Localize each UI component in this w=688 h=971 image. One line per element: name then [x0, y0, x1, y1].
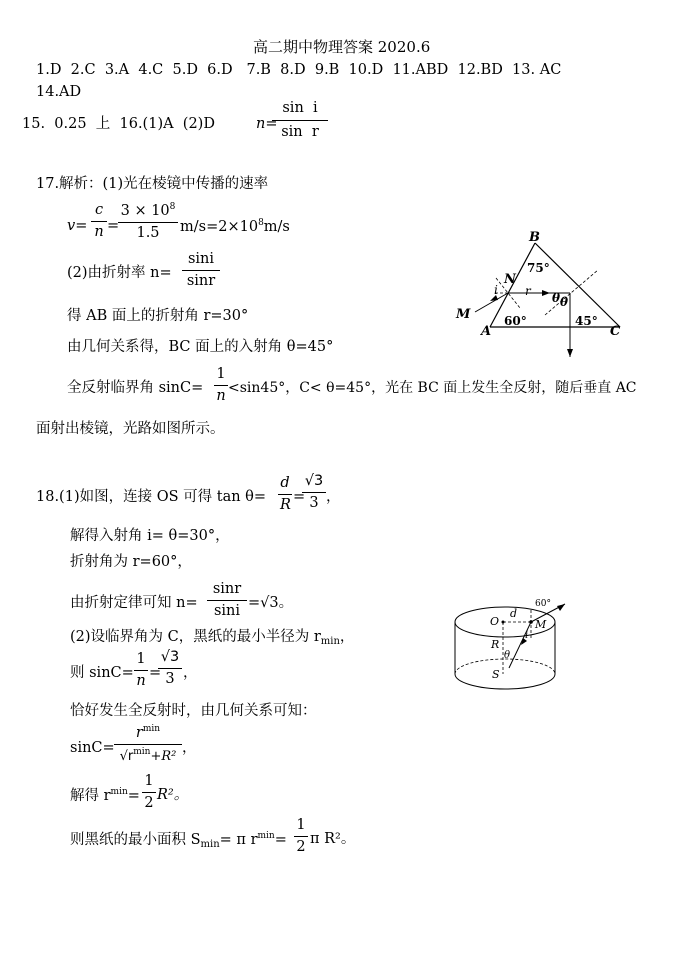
q17-v-frac2-num: $3 \times 10^8$ [120, 202, 176, 219]
q17-v-eq: = [107, 218, 120, 234]
q18-law-prefix: 由折射定律可知 n= [70, 595, 198, 611]
q18-law-suffix: =√3。 [248, 595, 294, 611]
q18-law-den: sini [207, 600, 247, 619]
q17-v-frac1-den: n [91, 221, 107, 240]
q18-sinc-frac1 [134, 652, 148, 688]
q18-part2: (2)设临界角为 C，黑纸的最小半径为 $r_{min}$， [70, 629, 355, 647]
choice-answers-line-2: 14.AD [36, 84, 82, 100]
q18-tan-frac2-num: √3 [304, 473, 324, 489]
q18-law-fraction [207, 582, 247, 618]
q18-sinc-frac1-num: 1 [136, 651, 146, 667]
q17-index-num: sini [187, 251, 215, 267]
q18-sinc2-prefix: sinC= [70, 740, 115, 756]
q18-sinc2-fraction [114, 725, 182, 763]
point-M-label: M [456, 307, 471, 322]
q17-geometry-line: 由几何关系得，BC 面上的入射角 θ=45° [67, 339, 334, 355]
q18-tan-frac1-den: R [278, 494, 292, 513]
q18-area: 则黑纸的最小面积 $S_{min}= \pi$ $r^{min}=$ [70, 831, 287, 850]
q18-tan-end: ， [326, 489, 341, 505]
q18-sinc-frac2-num: √3 [160, 649, 180, 665]
q18-sinc-eq: = [149, 665, 162, 681]
cylinder-diagram [447, 590, 577, 700]
q17-refraction-angle: 得 AB 面上的折射角 r=30° [67, 308, 249, 324]
q17-v-result: $m/s=2\times 10^8m/s$ [180, 218, 290, 235]
q17-v-frac2-den: 1.5 [118, 222, 178, 241]
q17-intro: 17.解析：(1)光在棱镜中传播的速率 [36, 176, 269, 192]
q16-den: sin r [272, 120, 328, 140]
q17-v-label: v= [67, 218, 88, 234]
q18-sinc-end: ， [183, 665, 198, 681]
cyl-d-label: d [510, 607, 518, 620]
q18-sinc2-end: ， [182, 740, 197, 756]
q15-q16-answers: 15. 0.25 上 16.(1)A (2)D [22, 116, 215, 132]
q18-sinc-frac2 [158, 650, 182, 686]
q18-area-den: 2 [294, 836, 308, 855]
cyl-i-label: i [525, 630, 529, 641]
q16-num: sin i [282, 100, 318, 116]
theta-2-label: θ [560, 295, 569, 309]
vertex-B-label: B [529, 230, 540, 245]
cyl-R-label: R [491, 638, 500, 651]
q18-sinc-frac1-den: n [134, 670, 148, 689]
vertex-A-label: A [481, 324, 492, 339]
choice-answers-line-1: 1.D 2.C 3.A 4.C 5.D 6.D 7.B 8.D 9.B 10.D 11.ABD 12.BD 13. AC [36, 62, 562, 78]
q17-index-fraction [182, 252, 220, 288]
prism-diagram [450, 230, 650, 370]
page-title: 高二期中物理答案 2020.6 [253, 38, 431, 56]
q17-index-den: sinr [182, 270, 220, 289]
cyl-M-label: M [535, 618, 547, 631]
angle-C-label: 45° [575, 314, 598, 328]
cyl-O-label: O [490, 615, 500, 628]
q18-solve-tail: R²。 [157, 787, 189, 803]
q17-critical-num: 1 [216, 366, 226, 382]
q18-law-num: sinr [212, 581, 242, 597]
q18-sinc-prefix: 则 sinC= [70, 665, 134, 681]
q18-area-fraction [294, 818, 308, 854]
q17-v-frac1 [91, 203, 107, 239]
q17-v-frac1-num: c [94, 202, 104, 218]
q18-total-reflection: 恰好发生全反射时，由几何关系可知： [70, 703, 317, 719]
vertex-C-label: C [610, 324, 621, 339]
q17-part2-label: (2)由折射率 n= [67, 265, 172, 281]
q16-n-label: n= [256, 116, 278, 132]
angle-r-label: r [525, 284, 531, 298]
cyl-S-label: S [492, 668, 500, 681]
angle-i-label: i [494, 283, 498, 297]
q18-sinc-frac2-den: 3 [158, 668, 182, 687]
q18-area-tail: π R²。 [310, 831, 356, 847]
q18-tan-frac1-num: d [280, 475, 290, 491]
q17-critical-den: n [214, 385, 228, 404]
q16-fraction [272, 101, 328, 139]
q18-area-num: 1 [296, 817, 306, 833]
q18-incident-angle: 解得入射角 i= θ=30°， [70, 528, 230, 544]
q17-v-frac2 [118, 203, 178, 240]
q17-conclusion: 面射出棱镜，光路如图所示。 [36, 421, 225, 437]
angle-B-label: 75° [527, 261, 550, 275]
q18-solve-fraction [142, 774, 156, 810]
angle-A-label: 60° [504, 314, 527, 328]
cyl-angle-label: 60° [535, 599, 551, 609]
q17-critical-prefix: 全反射临界角 sinC= [67, 380, 204, 396]
cyl-theta-label: θ [504, 650, 511, 661]
q18-tan-eq: = [293, 489, 306, 505]
q17-critical-suffix: <sin45°，C< θ=45°，光在 BC 面上发生全反射，随后垂直 AC [228, 380, 637, 396]
q17-critical-fraction [214, 367, 228, 403]
q18-solve-num: 1 [144, 773, 154, 789]
q18-part1: 18.(1)如图，连接 OS 可得 tan θ= [36, 489, 267, 505]
q18-sinc2-num: $r^{min}$ [135, 724, 161, 741]
q18-tan-frac2 [302, 474, 326, 510]
q18-solve-den: 2 [142, 792, 156, 811]
q18-tan-frac2-den: 3 [302, 492, 326, 511]
point-N-label: N [504, 272, 516, 287]
q18-refraction-angle: 折射角为 r=60°， [70, 554, 192, 570]
q18-solve: 解得 $r^{min}=$ [70, 787, 140, 804]
q18-sinc2-den: $√r^{min}+R^2$ [114, 744, 182, 763]
theta-1-label: θ [552, 291, 561, 305]
q18-tan-frac1 [278, 476, 292, 512]
